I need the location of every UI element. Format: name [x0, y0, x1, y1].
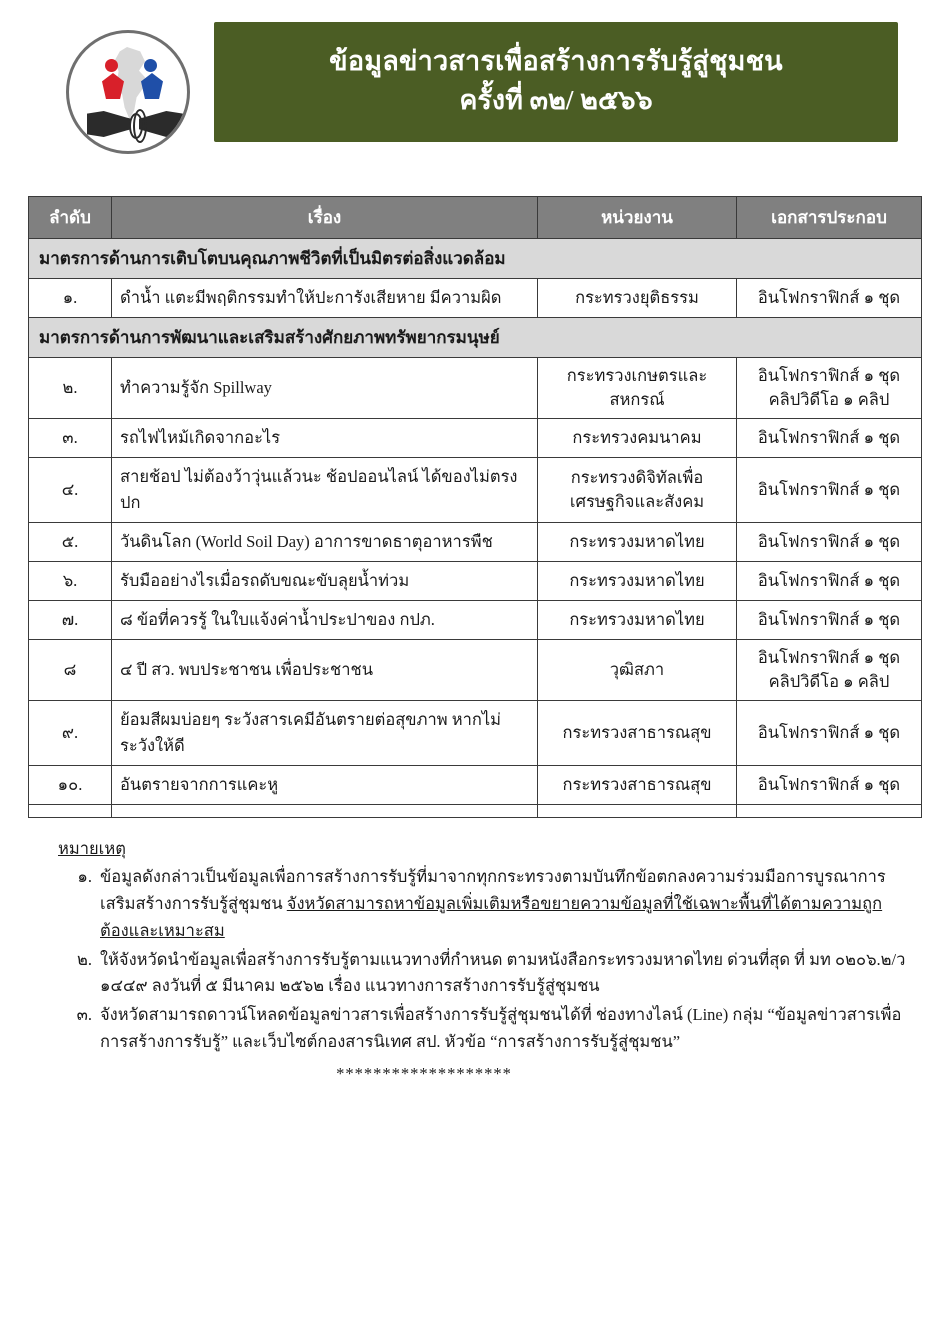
column-header-agency: หน่วยงาน: [538, 197, 737, 239]
section-title: มาตรการด้านการพัฒนาและเสริมสร้างศักยภาพทรัพยากรมนุษย์: [29, 318, 922, 358]
row-document: อินโฟกราฟิกส์ ๑ ชุด: [737, 600, 922, 639]
note-number: ๓.: [76, 1005, 92, 1024]
notes-section: [58, 836, 910, 1088]
row-number: ๘: [29, 639, 112, 700]
row-topic: รับมืออย่างไรเมื่อรถดับขณะขับลุยน้ำท่วม: [112, 561, 538, 600]
row-document: อินโฟกราฟิกส์ ๑ ชุด: [737, 700, 922, 765]
row-topic: อันตรายจากการแคะหู: [112, 765, 538, 804]
row-number: ๒.: [29, 358, 112, 419]
megaphone-icon: [87, 105, 183, 145]
table-row: [29, 600, 922, 639]
table-section-heading: [29, 318, 922, 358]
column-header-topic: เรื่อง: [112, 197, 538, 239]
table-header: [29, 197, 922, 239]
table-section-heading: [29, 239, 922, 279]
note-text: ให้จังหวัดนำข้อมูลเพื่อสร้างการรับรู้ตามแนวทางที่กำหนด ตามหนังสือกระทรวงมหาดไทย ด่วนที่สุด ที่ มท ๐๒๐๖.๒/ว ๑๔๔๙ ลงวันที่ ๕ มีนาคม ๒๕๖๒ เรื่อง แนวทางการสร้างการรับรู้สู่ชุมชน: [100, 949, 906, 996]
table-row: [29, 804, 922, 817]
note-item: [58, 1002, 910, 1055]
person-blue-icon: [141, 59, 159, 99]
column-header-no: ลำดับ: [29, 197, 112, 239]
row-document: อินโฟกราฟิกส์ ๑ ชุด คลิปวิดีโอ ๑ คลิป: [737, 639, 922, 700]
footer-separator: *******************: [336, 1064, 512, 1084]
row-agency: กระทรวงดิจิทัลเพื่อเศรษฐกิจและสังคม: [538, 457, 737, 522]
row-agency: กระทรวงยุติธรรม: [538, 279, 737, 318]
title-line-1: ข้อมูลข่าวสารเพื่อสร้างการรับรู้สู่ชุมชน: [329, 46, 783, 76]
row-document: อินโฟกราฟิกส์ ๑ ชุด: [737, 418, 922, 457]
table-row: [29, 279, 922, 318]
note-text: จังหวัดสามารถดาวน์โหลดข้อมูลข่าวสารเพื่อสร้างการรับรู้สู่ชุมชนได้ที่ ช่องทางไลน์ (Line) กลุ่ม “ข้อมูลข่าวสารเพื่อการสร้างการรับรู้” และเว็บไซต์กองสารนิเทศ สป. หัวข้อ “การสร้างการรับรู้สู่ชุมชน”: [100, 1005, 902, 1051]
document-header: [0, 0, 950, 168]
table-row: [29, 418, 922, 457]
row-agency: กระทรวงมหาดไทย: [538, 561, 737, 600]
ministry-logo: [58, 28, 198, 168]
table-body: [29, 239, 922, 818]
row-agency: กระทรวงคมนาคม: [538, 418, 737, 457]
row-document: [737, 804, 922, 817]
notes-title: หมายเหตุ: [58, 838, 126, 858]
content-table-wrapper: [28, 196, 922, 818]
note-text-underline: จังหวัดสามารถหาข้อมูลเพิ่มเติมหรือขยายความข้อมูลที่ใช้เฉพาะพื้นที่ได้ตามความถูกต้องและเหมาะสม: [100, 894, 883, 940]
row-agency: วุฒิสภา: [538, 639, 737, 700]
row-document: อินโฟกราฟิกส์ ๑ ชุด: [737, 561, 922, 600]
row-topic: ดำน้ำ แตะมีพฤติกรรมทำให้ปะการังเสียหาย มีความผิด: [112, 279, 538, 318]
row-topic: รถไฟไหม้เกิดจากอะไร: [112, 418, 538, 457]
row-number: ๓.: [29, 418, 112, 457]
row-number: ๔.: [29, 457, 112, 522]
page-title: [214, 22, 898, 142]
row-topic: วันดินโลก (World Soil Day) อาการขาดธาตุอาหารพืช: [112, 522, 538, 561]
note-item: [58, 864, 910, 944]
title-line-2: ครั้งที่ ๓๒/ ๒๕๖๖: [459, 85, 653, 116]
column-header-doc: เอกสารประกอบ: [737, 197, 922, 239]
table-row: [29, 522, 922, 561]
note-number: ๑.: [77, 867, 92, 887]
section-title: มาตรการด้านการเติบโตบนคุณภาพชีวิตที่เป็นมิตรต่อสิ่งแวดล้อม: [29, 239, 922, 279]
person-red-icon: [102, 59, 120, 99]
row-topic: สายช้อป ไม่ต้องว้าวุ่นแล้วนะ ช้อปออนไลน์ ได้ของไม่ตรงปก: [112, 457, 538, 522]
row-document: อินโฟกราฟิกส์ ๑ ชุด คลิปวิดีโอ ๑ คลิป: [737, 358, 922, 419]
row-agency: [538, 804, 737, 817]
note-number: ๒.: [76, 949, 92, 969]
table-row: [29, 358, 922, 419]
row-topic: ๔ ปี สว. พบประชาชน เพื่อประชาชน: [112, 639, 538, 700]
row-topic: ๘ ข้อที่ควรรู้ ในใบแจ้งค่าน้ำประปาของ กปภ.: [112, 600, 538, 639]
row-topic: ทำความรู้จัก Spillway: [112, 358, 538, 419]
table-row: [29, 700, 922, 765]
logo-circle-icon: [66, 30, 190, 154]
row-document: อินโฟกราฟิกส์ ๑ ชุด: [737, 522, 922, 561]
row-number: [29, 804, 112, 817]
table-row: [29, 765, 922, 804]
row-agency: กระทรวงเกษตรและสหกรณ์: [538, 358, 737, 419]
row-number: ๙.: [29, 700, 112, 765]
row-document: อินโฟกราฟิกส์ ๑ ชุด: [737, 279, 922, 318]
row-topic: [112, 804, 538, 817]
note-text: [100, 864, 910, 944]
row-number: ๑๐.: [29, 765, 112, 804]
table-header-row: [29, 197, 922, 239]
table-row: [29, 561, 922, 600]
row-document: อินโฟกราฟิกส์ ๑ ชุด: [737, 457, 922, 522]
row-topic: ย้อมสีผมบ่อยๆ ระวังสารเคมีอันตรายต่อสุขภาพ หากไม่ระวังให้ดี: [112, 700, 538, 765]
row-agency: กระทรวงมหาดไทย: [538, 522, 737, 561]
row-agency: กระทรวงมหาดไทย: [538, 600, 737, 639]
row-number: ๑.: [29, 279, 112, 318]
table-row: [29, 639, 922, 700]
row-number: ๕.: [29, 522, 112, 561]
row-number: ๗.: [29, 600, 112, 639]
row-document: อินโฟกราฟิกส์ ๑ ชุด: [737, 765, 922, 804]
content-table: [28, 196, 922, 818]
row-agency: กระทรวงสาธารณสุข: [538, 765, 737, 804]
note-text-plain: ข้อมูลดังกล่าวเป็นข้อมูลเพื่อการสร้างการรับรู้ที่มาจากทุกกระทรวงตามบันทึกข้อตกลงความร่วมมือการบูรณาการเสริมสร้างการรับรู้สู่ชุมชน: [100, 867, 886, 914]
row-agency: กระทรวงสาธารณสุข: [538, 700, 737, 765]
table-row: [29, 457, 922, 522]
note-item: [58, 947, 910, 1000]
row-number: ๖.: [29, 561, 112, 600]
